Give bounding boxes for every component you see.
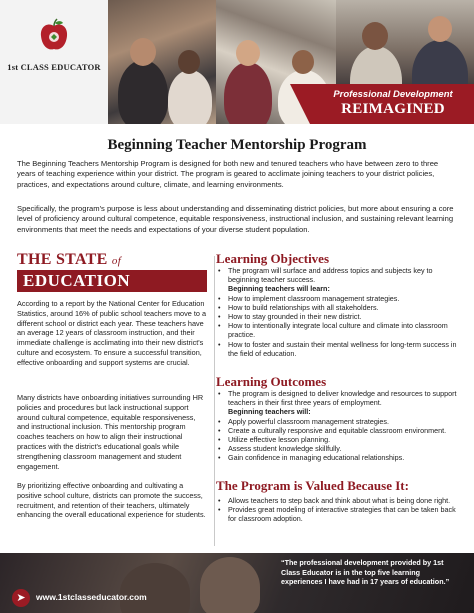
bullet-icon: • — [218, 389, 221, 398]
list-item-text: The program will surface and address topics and subjects key to beginning teacher success. — [228, 266, 433, 285]
bullet-icon: • — [218, 435, 221, 445]
website-url[interactable]: www.1stclasseducator.com — [36, 592, 147, 602]
list-subheading — [218, 407, 462, 416]
bullet-icon: • — [218, 416, 221, 426]
banner-title: REIMAGINED — [341, 101, 445, 117]
bullet-icon: • — [218, 496, 221, 505]
state-heading-line2: EDUCATION — [23, 271, 131, 290]
state-heading-line1: THE STATE — [17, 251, 108, 268]
bullet-icon: • — [218, 505, 221, 515]
outcomes-list — [218, 389, 462, 463]
state-heading-top — [17, 251, 121, 269]
list-item — [218, 389, 462, 407]
bullet-icon: • — [218, 425, 221, 435]
list-item — [218, 312, 462, 321]
list-item — [218, 321, 462, 339]
column-divider — [214, 256, 215, 546]
list-item-text: How to stay grounded in their new district. — [228, 312, 362, 322]
list-item-text: The program is designed to deliver knowledge and resources to support teachers in their first three years of employment. — [228, 389, 457, 408]
testimonial-quote: “The professional development provided by 1st Class Educator is in the top five learning experiences I have had in 17 years of education.” — [281, 558, 450, 587]
list-item — [218, 340, 462, 358]
objectives-list — [218, 266, 462, 358]
valued-list — [218, 496, 462, 524]
list-item-text: Provides great modeling of interactive strategies that can be taken back for classroom adoption. — [228, 505, 456, 524]
left-paragraph-3: By prioritizing effective onboarding and cultivating a positive school culture, districts can promote the success, recruitment, and retention of their teachers, ultimately enhancing the overall educational experience for students. — [17, 481, 206, 520]
list-item-text: How to intentionally integrate local culture and climate into classroom practice. — [228, 321, 448, 340]
banner-subtitle: Professional Development — [333, 89, 453, 100]
apple-logo-icon — [36, 18, 72, 54]
header-photo-1 — [108, 0, 216, 124]
page-title: Beginning Teacher Mentorship Program — [107, 137, 367, 153]
list-item — [218, 453, 462, 462]
state-of-education-heading — [17, 251, 207, 293]
logo-text: 1st CLASS EDUCATOR — [7, 62, 101, 72]
list-item — [218, 417, 462, 426]
website-link[interactable] — [12, 589, 172, 607]
left-paragraph-2: Many districts have onboarding initiatives surrounding HR policies and procedures but lack instructional support around cultural competence, equitable responsiveness, and instructional inclusion. This mentorship program coaches teachers on how to align their instructional practices with the district's educational goals while strengthening classroom management and student engagement. — [17, 393, 204, 471]
bullet-icon: • — [218, 266, 221, 275]
list-item-text: Allows teachers to step back and think about what is being done right. — [228, 496, 451, 505]
list-item-text: Create a culturally responsive and equitable classroom environment. — [228, 425, 447, 435]
list-item — [218, 435, 462, 444]
cursor-icon: ➤ — [12, 589, 30, 607]
list-item-text: Gain confidence in managing educational relationships. — [228, 453, 405, 463]
list-item — [218, 303, 462, 312]
list-item-text: Apply powerful classroom management strategies. — [228, 416, 389, 426]
logo[interactable] — [0, 0, 108, 124]
bullet-icon: • — [218, 312, 221, 322]
state-heading-bar — [17, 270, 207, 292]
list-item-text: How to foster and sustain their mental wellness for long-term success in the field of education. — [228, 339, 457, 358]
bullet-icon: • — [218, 293, 221, 303]
bullet-icon: • — [218, 339, 221, 349]
list-item-text: Assess student knowledge skillfully. — [228, 444, 342, 454]
bullet-icon: • — [218, 321, 221, 331]
objectives-heading: Learning Objectives — [216, 251, 330, 266]
header-banner — [310, 84, 474, 124]
header — [0, 0, 474, 124]
outcomes-heading: Learning Outcomes — [216, 374, 327, 389]
list-item — [218, 266, 462, 284]
list-item-text: How to build relationships with all stakeholders. — [228, 302, 379, 312]
intro-paragraph-2: Specifically, the program's purpose is less about understanding and disseminating district policies, but more about ensuring a core level of proficiency around cultural competence, equitable responsiveness, instructional inclusion, and sustaining relevant learning environments that meet the needs and expectations of your diverse student population. — [17, 204, 454, 234]
left-paragraph-1: According to a report by the National Center for Education Statistics, around 16% of public school teachers move to a different school or district each year. These teachers have an average 12 years of classroom instruction, and their immediate challenge is acclimating into their new district's culture and ecosystem. To ensure a successful transition, effective onboarding and support systems are crucial. — [17, 299, 207, 367]
list-item-text: How to implement classroom management strategies. — [228, 293, 400, 303]
list-item — [218, 444, 462, 453]
list-item-text: Utilize effective lesson planning. — [228, 435, 331, 445]
bullet-icon: • — [218, 453, 221, 463]
bullet-icon: • — [218, 302, 221, 312]
list-item — [218, 496, 462, 505]
valued-heading: The Program is Valued Because It: — [216, 478, 409, 493]
list-item — [218, 426, 462, 435]
state-heading-of: of — [111, 255, 122, 267]
list-item — [218, 505, 462, 523]
bullet-icon: • — [218, 444, 221, 454]
list-item — [218, 294, 462, 303]
list-item-text: Beginning teachers will learn: — [228, 284, 330, 294]
list-item-text: Beginning teachers will: — [228, 407, 311, 417]
list-subheading — [218, 284, 462, 293]
intro-paragraph-1: The Beginning Teachers Mentorship Program is designed for both new and tenured teachers who have between zero to three years of teaching experience within your district. The program is geared to acclimate joining teachers to your district policies, practices, and expectations around culture, climate, and learning environments. — [17, 159, 439, 189]
